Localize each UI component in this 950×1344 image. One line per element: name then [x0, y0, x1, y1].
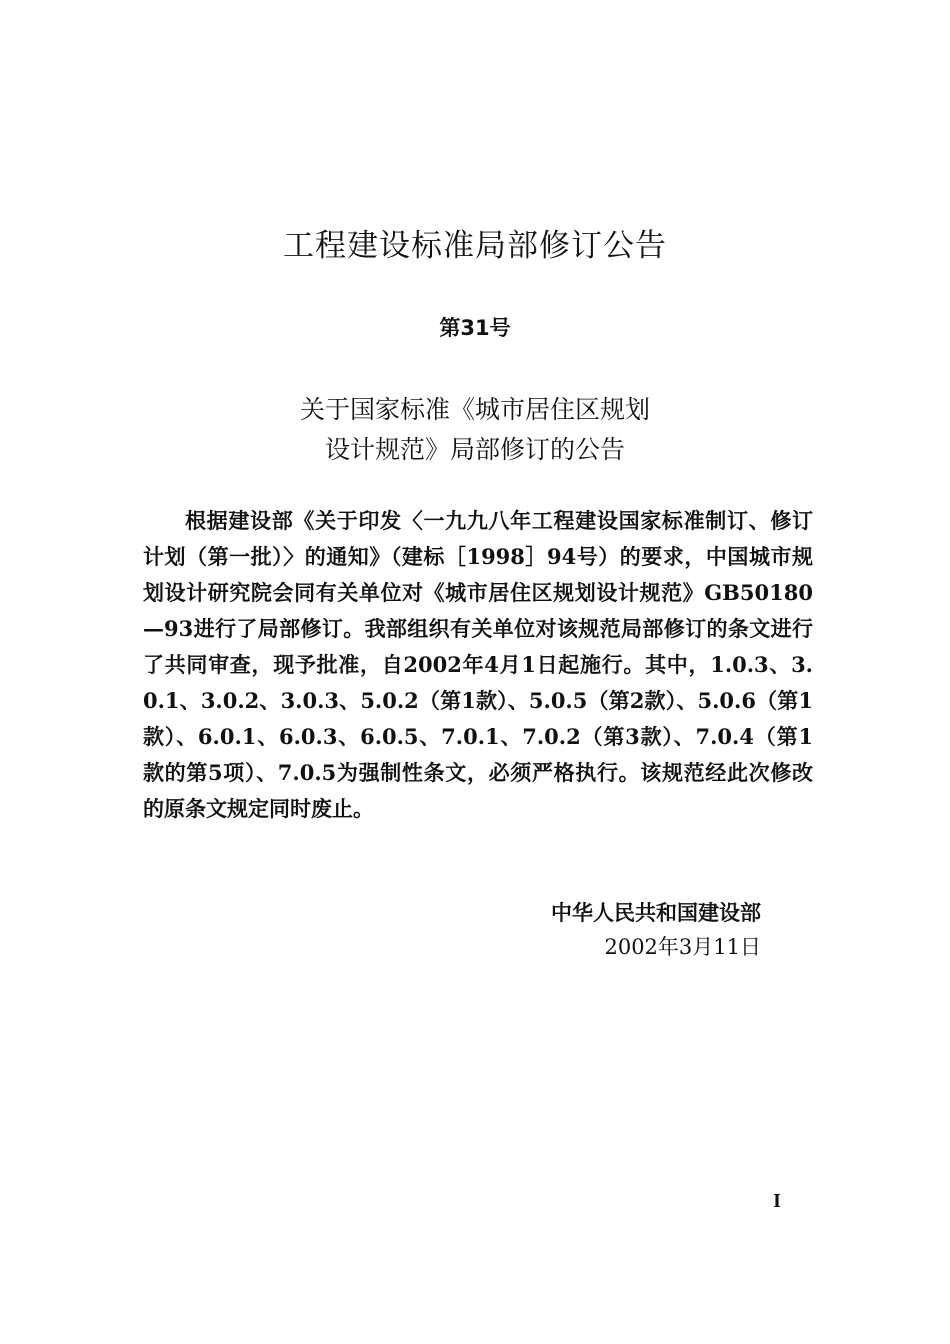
announcement-number: 第31号	[439, 316, 511, 340]
subtitle-line-2: 设计规范》局部修订的公告	[324, 435, 625, 464]
page-title: 工程建设标准局部修订公告	[283, 228, 667, 264]
announcement-body: 根据建设部《关于印发〈一九九八年工程建设国家标准制订、修订计划（第一批）〉的通知》（建标［1998］94号）的要求，中国城市规划设计研究院会同有关单位对《城市居住区规划设计规范》GB50180—93进行了局部修订。我部组织有关单位对该规范局部修订的条文进行了共同审查，现予批准，自2002年4月1日起施行。其中，1.0.3、3.0.1、3.0.2、3.0.3、5.0.2（第1款）、5.0.5（第2款）、5.0.6（第1款）、6.0.1、6.0.3、6.0.5、7.0.1、7.0.2（第3款）、7.0.4（第1款的第5项）、7.0.5为强制性条文，必须严格执行。该规范经此次修改的原条文规定同时废止。	[143, 508, 813, 821]
page-number: I	[773, 1190, 781, 1212]
signature-organization: 中华人民共和国建设部	[551, 900, 761, 925]
signature-date: 2002年3月11日	[604, 935, 761, 959]
announcement-subtitle	[0, 390, 950, 470]
subtitle-line-1: 关于国家标准《城市居住区规划	[299, 395, 650, 424]
